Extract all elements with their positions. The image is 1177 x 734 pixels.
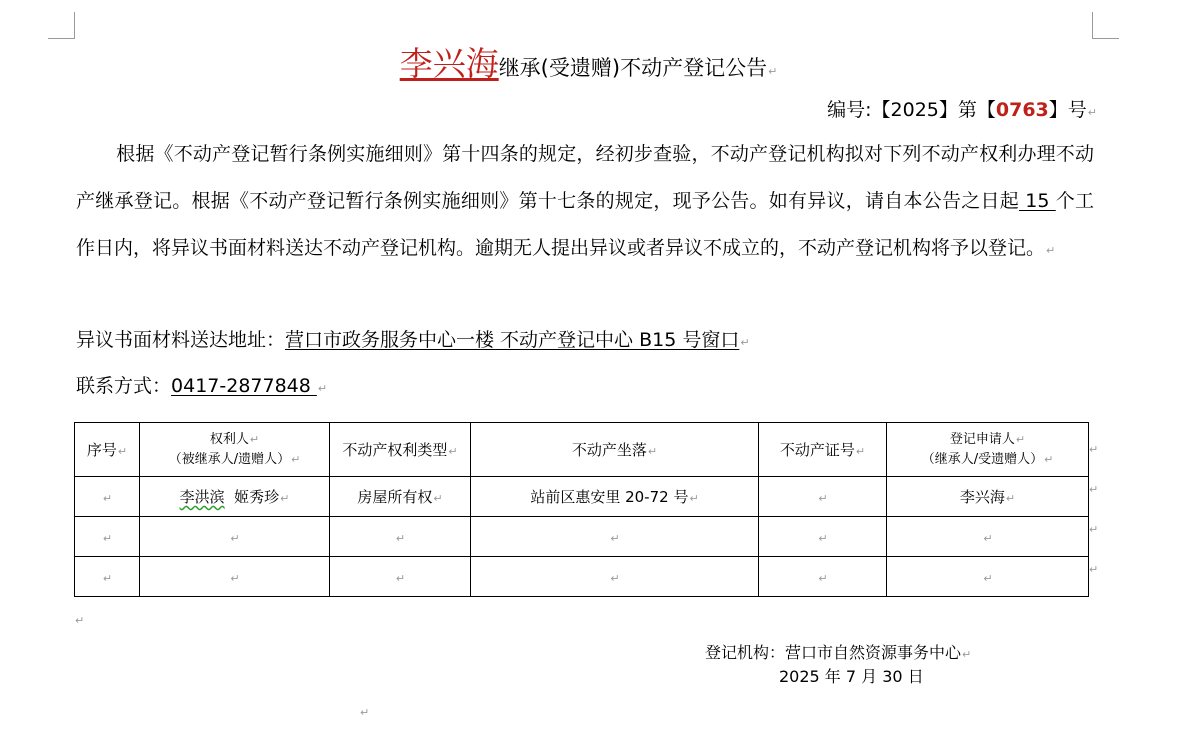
paragraph-mark-icon: ↵ xyxy=(740,336,750,349)
header-holder: 权利人↵ （被继承人/遗赠人）↵ xyxy=(140,423,330,477)
table-row xyxy=(75,517,1089,557)
address-value: 营口市政务服务中心一楼 不动产登记中心 B15 号窗口 xyxy=(285,329,740,351)
holder-name-2: 姬秀珍 xyxy=(234,488,280,506)
page-corner-top-left xyxy=(48,12,75,39)
cell-seq: ↵ xyxy=(75,477,140,517)
notice-number-prefix: 编号:【2025】第【 xyxy=(827,99,996,121)
cell-applicant: ↵ xyxy=(887,557,1089,597)
cell-right-type: ↵ xyxy=(330,517,471,557)
header-applicant: 登记申请人↵ （继承人/受遗赠人）↵ xyxy=(887,423,1089,477)
cell-cert-no: ↵ xyxy=(759,557,887,597)
cell-location: 站前区惠安里 20-72 号↵ xyxy=(471,477,759,517)
address-line xyxy=(76,325,750,352)
notice-number xyxy=(827,95,1097,122)
notice-number-value: 0763 xyxy=(995,99,1049,121)
contact-label: 联系方式： xyxy=(76,375,172,397)
contact-line xyxy=(76,371,327,398)
cell-holder: ↵ xyxy=(140,517,330,557)
title-name: 李兴海 xyxy=(399,44,499,83)
paragraph-mark-icon: ↵ xyxy=(1087,106,1097,119)
objection-days: 15 xyxy=(1018,190,1056,212)
paragraph-mark-icon: ↵ xyxy=(768,65,778,78)
table-row xyxy=(75,557,1089,597)
cell-applicant: ↵ xyxy=(887,517,1089,557)
header-seq: 序号↵ xyxy=(75,423,140,477)
table-row xyxy=(75,477,1089,517)
table-header-row xyxy=(75,423,1089,477)
cell-location: ↵ xyxy=(471,517,759,557)
paragraph-mark-icon: ↵ xyxy=(75,614,85,627)
paragraph-mark-icon: ↵ xyxy=(317,382,328,395)
cell-right-type: ↵ xyxy=(330,557,471,597)
header-cert-no: 不动产证号↵ xyxy=(759,423,887,477)
registration-table xyxy=(74,422,1089,597)
cell-holder: ↵ xyxy=(140,557,330,597)
notice-date: 2025 年 7 月 30 日 xyxy=(779,667,924,686)
title-text: 继承(受遗赠)不动产登记公告 xyxy=(498,56,768,80)
cell-right-type: 房屋所有权↵ xyxy=(330,477,471,517)
cell-applicant: 李兴海↵ xyxy=(887,477,1089,517)
paragraph-mark-icon: ↵ xyxy=(1046,244,1056,257)
cell-cert-no: ↵ xyxy=(759,517,887,557)
header-location: 不动产坐落↵ xyxy=(471,423,759,477)
row-end-mark-icon: ↵ xyxy=(1089,443,1099,456)
cell-location: ↵ xyxy=(471,557,759,597)
page-title xyxy=(0,38,1177,85)
cell-seq: ↵ xyxy=(75,517,140,557)
contact-phone: 0417-2877848 xyxy=(171,375,317,397)
holder-name-1: 李洪滨 xyxy=(179,488,225,506)
address-label: 异议书面材料送达地址： xyxy=(76,329,286,351)
paragraph-part-2: 个工作日内，将异议书面材料送达不动产登记机构。逾期无人提出异议或者异议不成立的，不动产登记机构将予以登记。 xyxy=(76,190,1094,259)
header-right-type: 不动产权利类型↵ xyxy=(330,423,471,477)
notice-number-suffix: 】号 xyxy=(1048,99,1087,121)
cell-cert-no: ↵ xyxy=(759,477,887,517)
cell-holder: 李洪滨 姬秀珍↵ xyxy=(140,477,330,517)
paragraph-mark-icon: ↵ xyxy=(360,706,370,719)
row-end-mark-icon: ↵ xyxy=(1089,483,1099,496)
cell-seq: ↵ xyxy=(75,557,140,597)
row-end-mark-icon: ↵ xyxy=(1089,523,1099,536)
paragraph-part-1: 根据《不动产登记暂行条例实施细则》第十四条的规定，经初步查验，不动产登记机构拟对下列不动产权利办理不动产继承登记。根据《不动产登记暂行条例实施细则》第十七条的规定，现予公告。如有异议，请自本公告之日起 xyxy=(76,143,1094,212)
registration-authority: 登记机构：营口市自然资源事务中心↵ xyxy=(705,643,972,662)
page-corner-top-right xyxy=(1092,12,1119,39)
notice-body-paragraph xyxy=(76,131,1094,274)
row-end-mark-icon: ↵ xyxy=(1089,563,1099,576)
